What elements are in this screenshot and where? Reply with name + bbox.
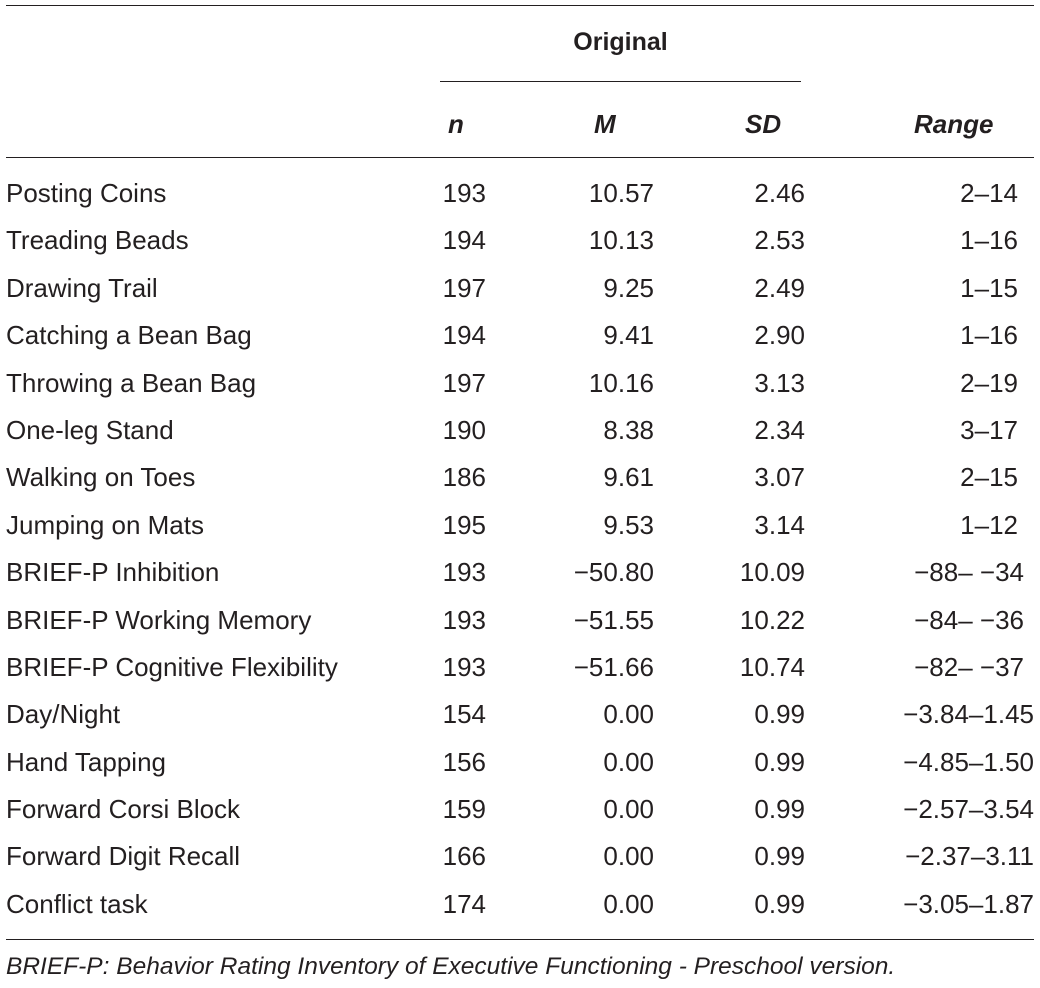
cell-sd: 2.34 (754, 414, 805, 445)
cell-sd: 10.09 (739, 557, 805, 588)
cell-m: 9.61 (603, 462, 654, 493)
row-label: Posting Coins (6, 178, 167, 208)
cell-range: −2.57–3.54 (903, 794, 1034, 825)
table-row (0, 739, 1040, 786)
row-label: Forward Digit Recall (6, 841, 241, 872)
table-row (0, 549, 1040, 596)
table-row (0, 407, 1040, 454)
cell-m: 9.53 (603, 509, 654, 540)
column-header-range: Range (914, 109, 994, 139)
group-header-rule (440, 81, 801, 82)
row-label: Walking on Toes (6, 462, 196, 493)
cell-n: 194 (442, 225, 486, 256)
table-row (0, 312, 1040, 359)
cell-range: 1–15 (960, 272, 1018, 303)
cell-sd: 0.99 (754, 699, 805, 730)
cell-n: 190 (442, 414, 486, 445)
cell-m: 8.38 (603, 414, 654, 445)
cell-m: 10.57 (588, 178, 654, 208)
cell-m: 0.00 (603, 699, 654, 730)
cell-n: 197 (442, 367, 486, 398)
cell-m: −51.66 (573, 651, 654, 682)
row-label: Jumping on Mats (6, 509, 204, 540)
table-row (0, 644, 1040, 691)
table-row (0, 786, 1040, 833)
cell-range: −3.84–1.45 (903, 699, 1034, 730)
cell-m: −50.80 (573, 557, 654, 588)
cell-sd: 0.99 (754, 888, 805, 919)
cell-n: 154 (442, 699, 486, 730)
row-label: Conflict task (6, 888, 148, 919)
column-header-m: M (594, 109, 616, 139)
table-row (0, 833, 1040, 880)
table-footnote: BRIEF-P: Behavior Rating Inventory of Executive Functioning - Preschool version. (6, 953, 896, 980)
cell-sd: 0.99 (754, 746, 805, 777)
cell-n: 195 (442, 509, 486, 540)
table-row (0, 360, 1040, 407)
cell-n: 197 (442, 272, 486, 303)
cell-sd: 0.99 (754, 841, 805, 872)
cell-range: 1–12 (960, 509, 1018, 540)
cell-m: 9.41 (603, 320, 654, 351)
table-bottom-rule (6, 939, 1034, 940)
cell-range: −88– −34 (914, 557, 1024, 588)
row-label: BRIEF-P Working Memory (6, 604, 312, 635)
cell-range: −84– −36 (914, 604, 1024, 635)
row-label: Hand Tapping (6, 746, 166, 777)
cell-m: 9.25 (603, 272, 654, 303)
table-body (0, 170, 1040, 928)
cell-sd: 0.99 (754, 794, 805, 825)
row-label: Drawing Trail (6, 272, 158, 303)
table-row (0, 881, 1040, 928)
cell-range: 2–19 (960, 367, 1018, 398)
row-label: BRIEF-P Inhibition (6, 557, 220, 588)
table-row (0, 170, 1040, 217)
cell-n: 159 (442, 794, 486, 825)
cell-n: 156 (442, 746, 486, 777)
table-row (0, 217, 1040, 264)
cell-n: 193 (442, 651, 486, 682)
row-label: BRIEF-P Cognitive Flexibility (6, 651, 338, 682)
cell-m: 0.00 (603, 794, 654, 825)
cell-n: 194 (442, 320, 486, 351)
cell-n: 174 (442, 888, 486, 919)
cell-range: 1–16 (960, 320, 1018, 351)
cell-range: −82– −37 (914, 651, 1024, 682)
row-label: Throwing a Bean Bag (6, 367, 257, 398)
cell-m: 10.13 (588, 225, 654, 256)
table-row (0, 265, 1040, 312)
cell-sd: 3.07 (754, 462, 805, 493)
cell-m: 0.00 (603, 888, 654, 919)
cell-m: 0.00 (603, 746, 654, 777)
cell-range: 2–14 (960, 178, 1018, 208)
row-label: Forward Corsi Block (6, 794, 241, 825)
cell-range: 2–15 (960, 462, 1018, 493)
cell-range: −3.05–1.87 (903, 888, 1034, 919)
table-row (0, 502, 1040, 549)
cell-sd: 2.90 (754, 320, 805, 351)
table-top-rule (6, 5, 1034, 6)
cell-m: 0.00 (603, 841, 654, 872)
cell-range: 1–16 (960, 225, 1018, 256)
column-header-sd: SD (745, 109, 782, 139)
cell-n: 193 (442, 178, 486, 208)
cell-sd: 2.46 (754, 178, 805, 208)
cell-n: 186 (442, 462, 486, 493)
cell-sd: 10.22 (739, 604, 805, 635)
table-row (0, 597, 1040, 644)
cell-sd: 2.49 (754, 272, 805, 303)
cell-sd: 10.74 (739, 651, 805, 682)
column-header-n: n (448, 109, 464, 139)
cell-range: −2.37–3.11 (905, 841, 1034, 872)
group-header-original: Original (573, 28, 668, 56)
cell-n: 193 (442, 604, 486, 635)
cell-sd: 2.53 (754, 225, 805, 256)
cell-n: 166 (442, 841, 486, 872)
cell-n: 193 (442, 557, 486, 588)
cell-m: −51.55 (573, 604, 654, 635)
row-label: Day/Night (6, 699, 121, 730)
cell-range: 3–17 (960, 414, 1018, 445)
table-row (0, 691, 1040, 738)
row-label: Catching a Bean Bag (6, 320, 252, 351)
row-label: Treading Beads (6, 225, 189, 256)
cell-range: −4.85–1.50 (903, 746, 1034, 777)
cell-sd: 3.13 (754, 367, 805, 398)
row-label: One-leg Stand (6, 414, 174, 445)
table-row (0, 454, 1040, 501)
header-bottom-rule (6, 157, 1034, 158)
cell-m: 10.16 (588, 367, 654, 398)
cell-sd: 3.14 (754, 509, 805, 540)
